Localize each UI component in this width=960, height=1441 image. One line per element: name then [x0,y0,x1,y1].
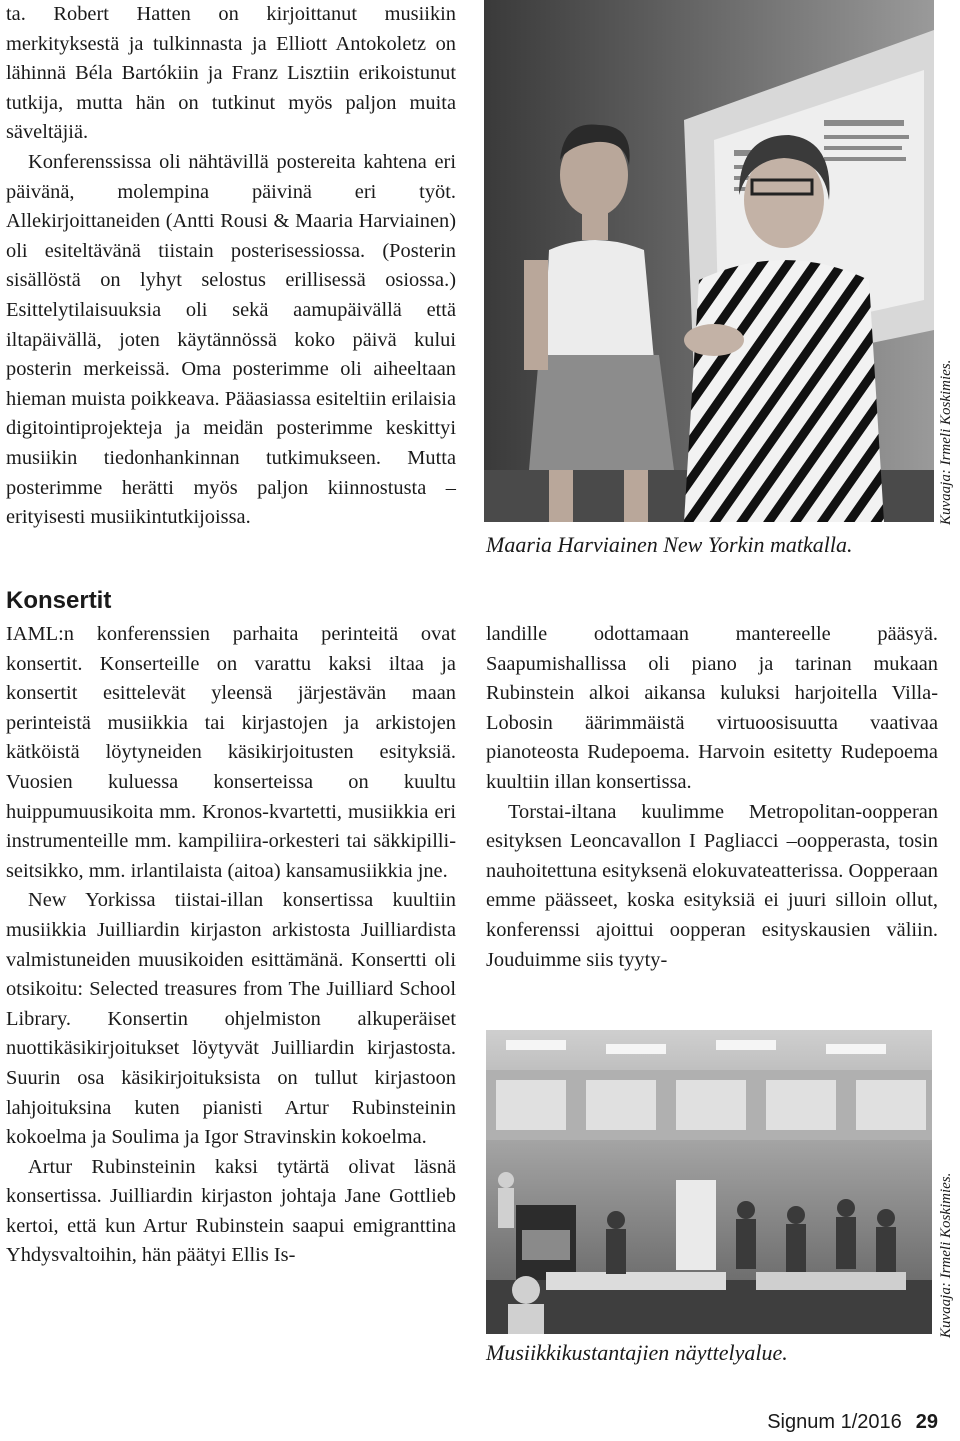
paragraph: IAML:n konferenssien parhaita perinteitä ovat konsertit. Konserteille on varattu kaksi iltaa ja konsertit esittelevät yleensä järjestävän maan perinteistä musiikkia tai kirjastojen ja arkistojen kätköistä löytyneiden käsikirjoitusten esityksiä. Vuosien kuluessa konserteissa on kuultu huippumuusikoita mm. Kronos-kvartetti, musiikkia eri instrumenteille mm. kampiliira-orkesteri tai säkkipilli-seitsikko, mm. irlantilaista (aitoa) kansamusiikkia jne. [6,623,456,882]
page-footer [767,1410,938,1434]
section-heading: Konsertit [6,587,112,614]
paragraph: landille odottamaan mantereelle pääsyä. Saapumishallissa oli piano ja tarinan mukaan Rubinstein alkoi aikansa kuluksi harjoitella Villa-Lobosin äärimmäistä virtuoosisuutta vaativaa pianoteosta Rudepoema. Harvoin esitetty Rudepoema kuultiin illan konsertissa. [486,623,938,793]
paragraph: ta. Robert Hatten on kirjoittanut musiikin merkityksestä ja tulkinnasta ja Elliott Antokoletz on lähinnä Béla Bartókiin ja Franz Lisztiin erikoistunut tutkija, mutta hän on tutkinut myös paljon muita säveltäjiä. [6,3,456,144]
article-column-left-top [6,0,456,533]
article-column-right [486,620,938,975]
page-number: 29 [915,1411,938,1433]
photo-exhibition-area [486,1030,932,1334]
paragraph: Konferenssissa oli nähtävillä postereita kahtena eri päivänä, molempina päivinä eri työt. Allekirjoittaneiden (Antti Rousi & Maaria Harviainen) oli esiteltävänä tiistain posterisessiossa. (Posterin sisällöstä on lyhyt selostus erillisessä osiossa.) Esittelytilaisuuksia oli sekä aamupäivällä että iltapäivällä, joten käytännössä koko päivä kului posterin merkeissä. Oma posterimme oli aiheeltaan hieman muista poikkeava. Pääasiassa esiteltiin erilaisia digitointiprojekteja ja meidän posterimme keskittyi musiikin tiedonhankinnan tutkimukseen. Mutta posterimme herätti myös paljon kiinnostusta – erityisesti musiikintutkijoissa. [6,150,456,529]
figure-caption: Musiikkikustantajien näyttelyalue. [486,1340,788,1365]
photo-credit: Kuvaaja: Irmeli Koskimies. [938,359,954,525]
photo-credit: Kuvaaja: Irmeli Koskimies. [938,1172,954,1338]
paragraph: New Yorkissa tiistai-illan konsertissa kuultiin musiikkia Juilliardin kirjaston arkistosta Juilliardista valmistuneiden muusikoiden esittämänä. Konsertti oli otsikoitu: Selected treasures from The Juilliard School Library. Konsertin ohjelmiston alkuperäiset nuottikäsikirjoitukset löytyvät Juilliardin kirjastosta. Suurin osa käsikirjoituksista on tullut kirjastoon lahjoituksina kuten pianisti Artur Rubinsteinin kokoelma ja Soulima ja Igor Stravinskin kokoelma. [6,889,456,1149]
article-column-left-bottom [6,620,456,1271]
figure-caption: Maaria Harviainen New Yorkin matkalla. [486,532,853,557]
publication-name: Signum 1/2016 [767,1411,902,1433]
photo-poster-session [484,0,934,522]
paragraph: Torstai-iltana kuulimme Metropolitan-oopperan esityksen Leoncavallon I Pagliacci –oopperasta, tosin nauhoitettuna esityksenä elokuvateatterissa. Oopperaan emme päässeet, koska esityksiä ei juuri silloin ollut, konferenssi ajoittui oopperan esityskausien väliin. Jouduimme siis tyyty- [486,800,938,971]
paragraph: Artur Rubinsteinin kaksi tytärtä olivat läsnä konsertissa. Juilliardin kirjaston johtaja Jane Gottlieb kertoi, että kun Artur Rubinstein saapui emigranttina Yhdysvaltoihin, hän päätyi Ellis Is- [6,1155,456,1267]
